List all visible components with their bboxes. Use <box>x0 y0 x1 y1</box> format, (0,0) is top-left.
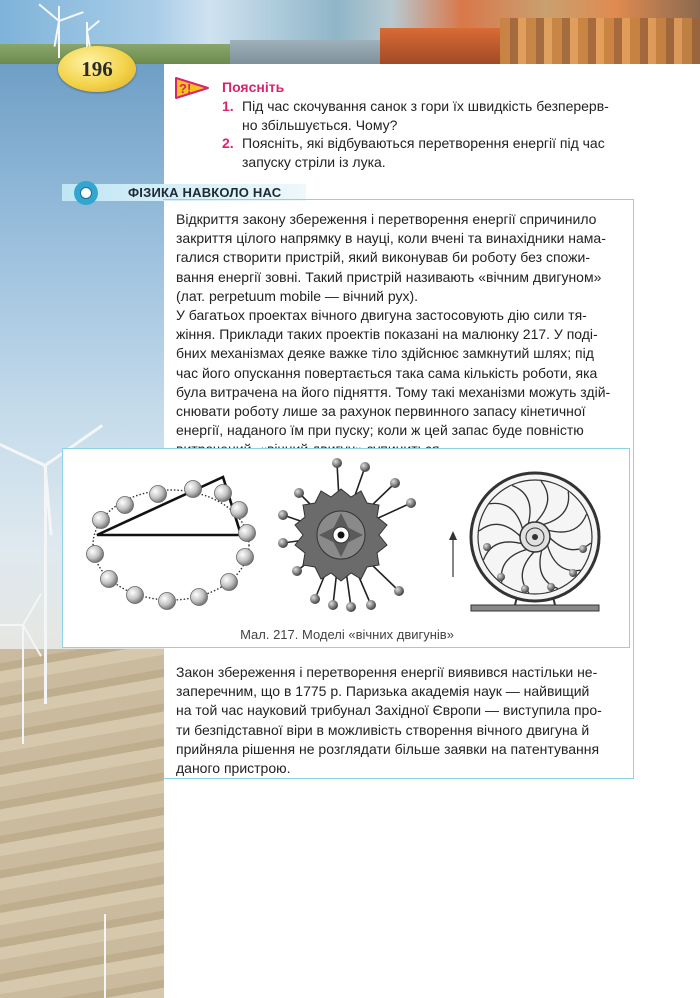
paragraph-intro <box>176 210 628 460</box>
text-line: бних механізмах деяке важке тіло здійснює замкнутий шлях; під <box>176 345 594 362</box>
page-number: 196 <box>58 46 136 92</box>
question-line: запуску стріли із лука. <box>242 154 386 170</box>
text-line: час його опускання повертається така сама кількість роботи, яка <box>176 364 598 381</box>
text-line: ти безпідставної віри в можливість створення вічного двигуна й <box>176 721 590 738</box>
text-line: У багатьох проектах вічного двигуна застосовують дію сили тя- <box>176 307 587 324</box>
perpetual-motion-illustrations <box>63 449 629 625</box>
text-line: була витрачена на його підняття. Тому такі механізми можуть здій- <box>176 383 611 400</box>
question-line: но збільшується. Чому? <box>242 117 398 133</box>
text-line: галися створити пристрій, який виконував би роботу без спожи- <box>176 249 590 266</box>
explain-icon <box>172 76 210 100</box>
text-line: Закон збереження і перетворення енергії виявився настільки не- <box>176 664 598 680</box>
text-line: прийняла рішення не розглядати більше заявки на патентування <box>176 740 600 757</box>
globe-icon <box>74 181 98 205</box>
text-line: жіння. Приклади таких проектів показані на малюнку 217. У поді- <box>176 326 598 343</box>
text-line: закриття цілого напрямку в науці, коли вчені та винахідники нама- <box>176 230 606 247</box>
section-title: ФІЗИКА НАВКОЛО НАС <box>128 185 282 200</box>
paragraph-conclusion <box>176 663 628 778</box>
text-line: даного пристрою. <box>176 760 291 777</box>
svg-text:?!: ?! <box>179 81 192 96</box>
wheel-device <box>449 473 599 611</box>
question-number: 1. <box>222 98 234 114</box>
text-line: вання енергії зовні. Такий пристрій називають «вічним двигуном» <box>176 268 602 285</box>
text-line: заперечним, що в 1775 р. Паризька академія наук — найвищий <box>176 683 590 700</box>
chain-triangle-device <box>87 477 256 610</box>
question-number: 2. <box>222 135 234 151</box>
question-line: Під час скочування санок з гори їх швидкість безперерв- <box>242 98 609 114</box>
text-line: Відкриття закону збереження і перетворення енергії спричинило <box>176 211 597 227</box>
figure-caption: Мал. 217. Моделі «вічних двигунів» <box>240 627 454 642</box>
text-line: (лат. perpetuum mobile — вічний рух). <box>176 287 419 304</box>
explain-title: Поясніть <box>222 79 285 95</box>
gear-device <box>278 458 416 612</box>
text-line: на той час науковий трибунал Західної Європи — виступила про- <box>176 702 602 719</box>
figure-217 <box>62 448 630 648</box>
text-line: енергії, наданого їм при пуску; коли ж цей запас буде повністю <box>176 422 584 439</box>
question-line: Поясніть, які відбуваються перетворення енергії під час <box>242 135 605 151</box>
text-line: снювати роботу лише за рахунок первинного запасу кінетичної <box>176 403 586 420</box>
